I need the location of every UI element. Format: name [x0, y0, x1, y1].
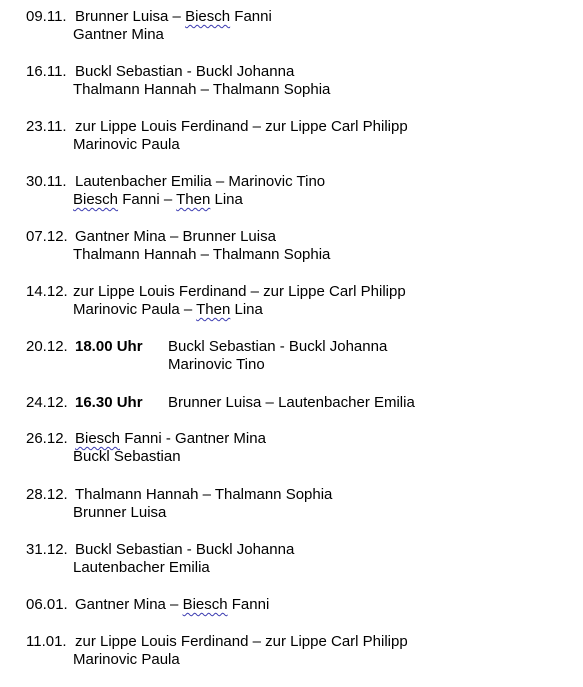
text-segment: Marinovic Paula: [73, 136, 180, 153]
entry-date: 09.11.: [26, 8, 67, 25]
entry-names: [75, 430, 266, 448]
entry-date: 30.11.: [26, 173, 67, 190]
text-segment: Lautenbacher Emilia: [73, 559, 210, 576]
spellcheck-word: Then: [176, 191, 211, 208]
text-segment: Buckl Sebastian - Buckl Johanna: [168, 338, 388, 355]
text-segment: Buckl Sebastian - Buckl Johanna: [75, 541, 295, 558]
entry-date: 16.11.: [26, 63, 67, 80]
text-segment: Buckl Sebastian: [73, 448, 181, 465]
entry-date: 06.01.: [26, 596, 68, 613]
text-segment: Fanni: [230, 8, 272, 25]
text-segment: Lina: [230, 301, 263, 318]
entry-names: [73, 246, 330, 264]
text-segment: Lina: [210, 191, 243, 208]
text-segment: Marinovic Paula: [73, 651, 180, 668]
text-segment: zur Lippe Louis Ferdinand – zur Lippe Carl Philipp: [75, 118, 408, 135]
entry-date: 20.12.: [26, 338, 68, 355]
entry-names: [73, 191, 243, 209]
text-segment: Fanni - Gantner Mina: [120, 430, 266, 447]
entry-time: 18.00 Uhr: [75, 338, 143, 355]
entry-names: [75, 486, 332, 504]
entry-names: [73, 283, 406, 301]
spellcheck-word: Biesch: [182, 596, 228, 613]
entry-date: 31.12.: [26, 541, 68, 558]
entry-names: [73, 301, 263, 319]
entry-names: [75, 118, 408, 136]
entry-names: [73, 136, 180, 154]
entry-date: 23.11.: [26, 118, 67, 135]
text-segment: Buckl Sebastian - Buckl Johanna: [75, 63, 295, 80]
spellcheck-word: Then: [196, 301, 231, 318]
text-segment: Thalmann Hannah – Thalmann Sophia: [73, 81, 331, 98]
entry-names: [75, 596, 269, 614]
entry-date: 24.12.: [26, 394, 68, 411]
text-segment: Brunner Luisa – Lautenbacher Emilia: [168, 394, 415, 411]
text-segment: Brunner Luisa: [73, 504, 167, 521]
text-segment: Gantner Mina –: [75, 596, 183, 613]
text-segment: Fanni: [227, 596, 270, 613]
text-segment: Fanni –: [118, 191, 177, 208]
entry-names: [168, 356, 265, 374]
entry-names: [73, 448, 181, 466]
spellcheck-word: Biesch: [185, 8, 231, 25]
entry-time: 16.30 Uhr: [75, 394, 143, 411]
text-segment: Gantner Mina – Brunner Luisa: [75, 228, 276, 245]
text-segment: Brunner Luisa –: [75, 8, 186, 25]
entry-names: [75, 63, 294, 81]
entry-date: 11.01.: [26, 633, 67, 650]
entry-names: [75, 541, 294, 559]
entry-names: [73, 504, 166, 522]
entry-names: [75, 173, 325, 191]
text-segment: zur Lippe Louis Ferdinand – zur Lippe Carl Philipp: [73, 283, 406, 300]
entry-names: [75, 8, 272, 26]
entry-names: [73, 81, 330, 99]
text-segment: Marinovic Tino: [168, 356, 265, 373]
entry-names: [168, 394, 415, 412]
entry-names: [168, 338, 387, 356]
spellcheck-word: Biesch: [73, 191, 119, 208]
text-segment: zur Lippe Louis Ferdinand – zur Lippe Carl Philipp: [75, 633, 408, 650]
entry-date: 26.12.: [26, 430, 68, 447]
spellcheck-word: Biesch: [75, 430, 121, 447]
text-segment: Gantner Mina: [73, 26, 164, 43]
text-segment: Lautenbacher Emilia – Marinovic Tino: [75, 173, 326, 190]
text-segment: Thalmann Hannah – Thalmann Sophia: [75, 486, 333, 503]
entry-date: 28.12.: [26, 486, 68, 503]
entry-date: 14.12.: [26, 283, 68, 300]
entry-names: [75, 633, 408, 651]
entry-date: 07.12.: [26, 228, 68, 245]
entry-names: [73, 26, 164, 44]
entry-names: [73, 651, 180, 669]
text-segment: Marinovic Paula –: [73, 301, 197, 318]
text-segment: Thalmann Hannah – Thalmann Sophia: [73, 246, 331, 263]
entry-names: [75, 228, 276, 246]
entry-names: [73, 559, 210, 577]
